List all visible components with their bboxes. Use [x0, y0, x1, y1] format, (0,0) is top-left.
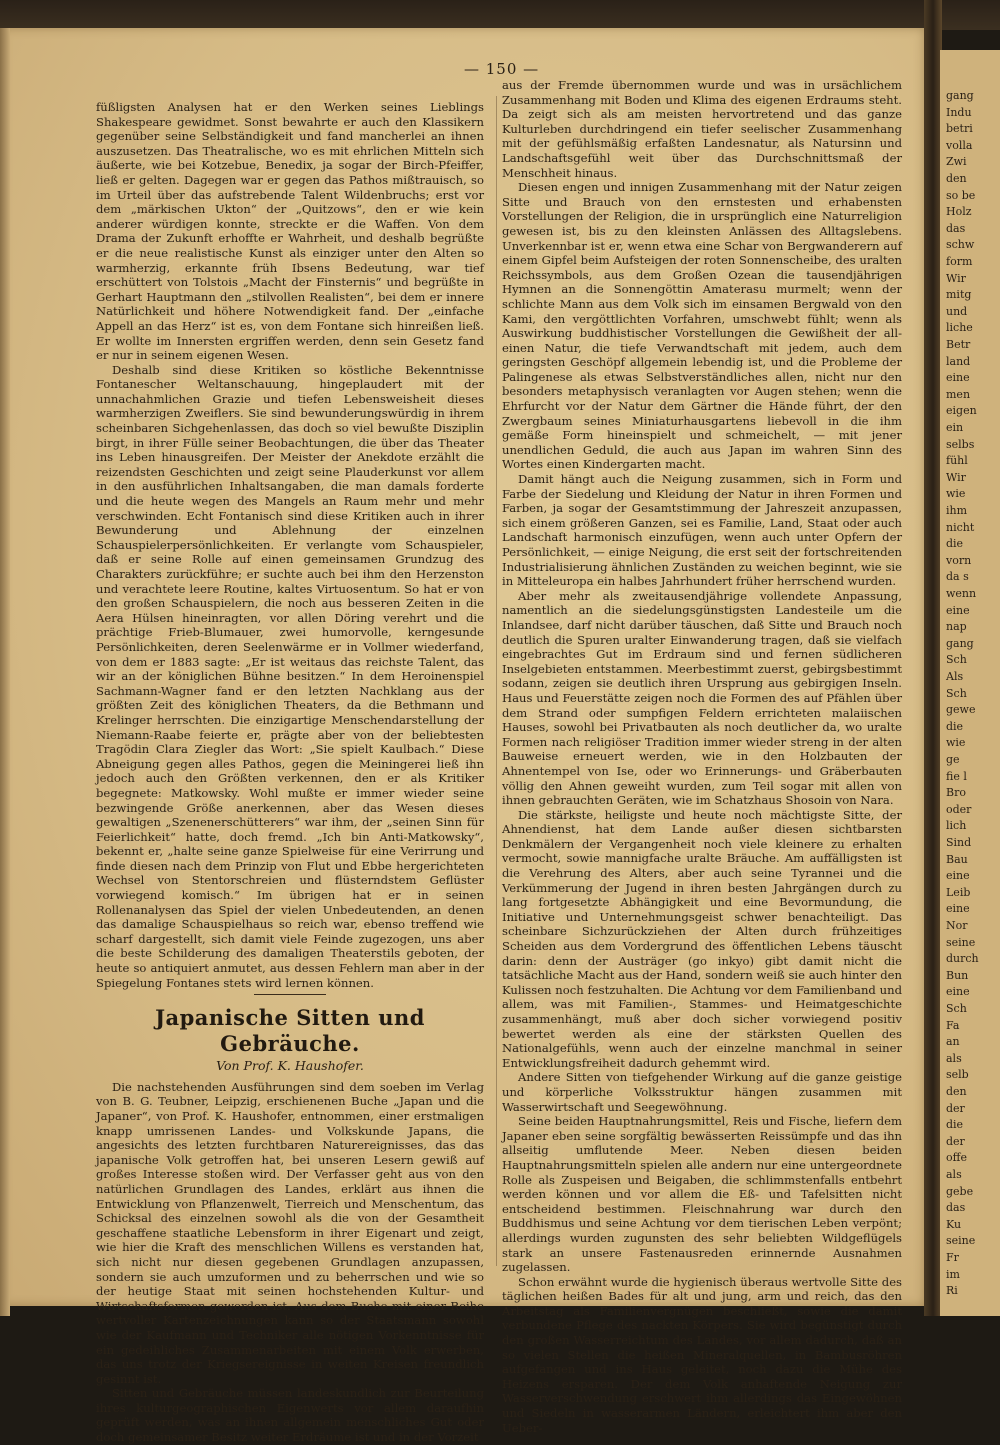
next-page-fragment: der	[946, 1134, 965, 1148]
next-page-fragment: eine	[946, 902, 970, 916]
next-page-fragment: als	[946, 1051, 962, 1065]
next-page-fragment: Sch	[946, 1002, 967, 1015]
next-page-fragment: Betr	[946, 338, 971, 351]
next-page-fragment: seine	[946, 935, 976, 949]
next-page-fragment: nap	[946, 620, 967, 634]
next-page-fragment: wenn	[946, 587, 977, 600]
next-page-fragment: offe	[946, 1151, 967, 1165]
next-page-fragment: die	[946, 719, 964, 733]
next-page-fragment: ge	[946, 753, 960, 766]
next-page-fragment: lich	[946, 819, 967, 833]
paragraph: Seine beiden Hauptnahrungsmittel, Reis und Fische, liefern dem Japaner eben seine sorgfältig bewässerten Reissümpfe und das ihn allseitig umflutende Meer. Neben diesen beiden Hauptnahrungsmitteln spielen alle andern nur eine untergeordnete Rolle als Zuspeisen und Beigaben, die schlimmstenfalls entbehrt werden können und vor allem die Eß- und Tafelsitten nicht entscheidend bestimmen. Fleischnahrung war durch den Buddhismus und seine Achtung vor dem tierischen Leben verpönt; allerdings wurden zugunsten des sehr beliebten Wildgeflügels stark an unsere Fastenausreden erinnernde Ausnahmen zugelassen.	[502, 1114, 902, 1275]
book-top-shadow	[0, 0, 1000, 30]
next-page-fragment: Nor	[946, 919, 968, 932]
next-page-fragment: die	[946, 537, 964, 551]
next-page-fragment: eigen	[946, 404, 977, 418]
paragraph: Sitten und Gebräuche müssen landeskundlich zur Beurteilung ihres kulturgeographischen Eigenwerts vor allem daraufhin geprüft werden, was an ihnen allgemein menschliches Gut oder doch gemeinsamer Besitz weiter Erdräume ist und in der Vorzeit	[96, 1386, 484, 1445]
paragraph: aus der Fremde übernommen wurde und was in ursächlichem Zusammenhang mit Boden und Klima des eigenen Erdraums steht. Da zeigt sich als am meisten hervortretend und das ganze Kulturleben durchdringend ein tiefer seelischer Zusammenhang mit der gefühlsmäßig erfaßten Landesnatur, als Natursinn und Landschaftsgefühl weit über das Durchschnittsmaß der Menschheit hinaus.	[502, 78, 902, 180]
next-page-fragment: vorn	[946, 553, 972, 567]
next-page-fragment: Bau	[946, 852, 968, 866]
next-page-fragment: da s	[946, 570, 969, 584]
next-page-fragment: ein	[946, 421, 964, 434]
next-page-fragment: das	[946, 1201, 966, 1215]
paragraph: Schon erwähnt wurde die hygienisch überaus wertvolle Sitte des täglichen heißen Bades für alt und jung, arm und reich, das den Arbeitstag als Familienvergnügen beschließt, sowie die damit verbundene Pflege des nackten Körpers. Sie wird begünstigt durch den großen Wasserreichtum des Landes, vor allem dadurch, daß an so vielen Stellen die heißen Mineralquellen, in Bambusröhren aufgefangen und ins Haus geleitet, noch dazu die Mühe des Heizens ersparen. Der dem Volk anhaftende Neigung zur Wasserverschwendung erschwert ihm allerdings das Eingewöhnen und Siedeln in wasserarmen Ländern, erleichtert ihm aber den Ueber-	[502, 1274, 902, 1435]
next-page-fragment: im	[946, 1267, 960, 1281]
next-page-fragment: den	[946, 172, 967, 185]
next-page-fragment: liche	[946, 321, 973, 335]
next-page-fragment: das	[946, 221, 966, 235]
next-page-fragment: Leib	[946, 885, 971, 899]
next-page-fragment: als	[946, 1168, 962, 1181]
next-page-fragment: eine	[946, 985, 970, 999]
next-page-fragment: fie l	[946, 769, 967, 783]
next-page-fragment: volla	[946, 138, 973, 152]
next-page-fragment: gang	[946, 636, 974, 650]
next-page-fragment: eine	[946, 869, 970, 883]
next-page-fragment: land	[946, 354, 971, 368]
next-page-fragment: gebe	[946, 1184, 974, 1198]
next-page-fragment: mitg	[946, 288, 972, 302]
next-page-edge	[940, 50, 1000, 1316]
section-divider	[254, 994, 326, 995]
next-page-fragment: Fa	[946, 1018, 960, 1032]
next-page-fragment: Sch	[946, 653, 967, 667]
article-intro: Die nachstehenden Ausführungen sind dem soeben im Verlag von B. G. Teubner, Leipzig, erschienenen Buche „Japan und die Japaner“, von Prof. K. Haushofer, entnommen, einer erstmaligen knapp umrissenen Landes- und Volkskunde Japans, die angesichts des letzten furchtbaren Naturereignisses, das das japanische Volk getroffen hat, bei unseren Lesern gewiß auf großes Interesse stoßen wird. Der Verfasser geht aus von den natürlichen Grundlagen des Landes, erklärt aus ihnen die Entwicklung von Pflanzenwelt, Tierreich und Menschentum, das Schicksal des einzelnen sowohl als die von der Gesamtheit geschaffene staatliche Lebensform in ihrer Eigenart und zeigt, wie hier die Kraft des menschlichen Willens es verstanden hat, sich nicht nur diesen gegebenen Grundlagen anzupassen, sondern sie auch umzuformen und zu beherrschen und wie so der heutige Staat mit seinen hochstehenden Kultur- und Wirtschaftsformen geworden ist. Aus dem Buche mit einer Reihe wertvoller Kartenzeichnungen kann so der Staatsmann sowohl wie der Kaufmann und Techniker alle nötigen Vorkenntnisse für ein gedeihliches Zusammenarbeiten mit einem Volk erwerben, das uns trotz der Kriegsereignisse in weiten Kreisen freundlich gesinnt ist.	[96, 1079, 484, 1386]
next-page-fragment: form	[946, 255, 973, 268]
next-page-fragment: Zwi	[946, 155, 967, 169]
left-column	[96, 100, 484, 1445]
next-page-fragment: oder	[946, 802, 972, 816]
paragraph: füßligsten Analysen hat er den Werken seines Lieblings Shakespeare gewidmet. Sonst bewahrte er auch den Klassikern gegenüber seine Selbständigkeit und fand mancherlei an ihnen auszusetzen. Das Theatralische, wo es mit ehrlichen Mitteln sich äußerte, wie bei Kotzebue, Benedix, ja sogar der Birch-Pfeiffer, ließ er gelten. Dagegen war er gegen das Pathos mißtrauisch, so im Urteil über das aufstrebende Talent Wildenbruchs; erst vor dem „märkischen Ukton“ der „Quitzows“, den er wie kein anderer würdigen konnte, streckte er die Waffen. Von dem Drama der Zukunft erhoffte er Wahrheit, und deshalb begrüßte er die neue realistische Kunst als einziger unter den Alten so warmherzig, erkannte früh Ibsens Bedeutung, war tief erschüttert von Tolstois „Macht der Finsternis“ und begrüßte in Gerhart Hauptmann den „stilvollen Realisten“, bei dem er innere Natürlichkeit und höhere Notwendigkeit fand. Der „einfache Appell an das Herz“ ist es, von dem Fontane sich hinreißen ließ. Er wollte im Innersten ergriffen werden, denn sein Gesetz fand er nur in seinem eigenen Wesen.	[96, 100, 484, 363]
page-left-edge	[0, 28, 10, 1316]
next-page-fragment: schw	[946, 238, 975, 252]
next-page-fragment: men	[946, 387, 971, 401]
column-rule	[496, 96, 497, 1266]
next-page-fragment: Bro	[946, 786, 966, 800]
next-page-fragment: betri	[946, 122, 973, 136]
next-page-fragment: die	[946, 1118, 964, 1132]
article-title: Japanische Sitten und Gebräuche.	[155, 1005, 425, 1057]
next-page-fragment: Fr	[946, 1251, 959, 1264]
next-page-fragment: Wir	[946, 470, 966, 484]
page-number: — 150 —	[464, 60, 540, 78]
paragraph: Damit hängt auch die Neigung zusammen, sich in Form und Farbe der Siedelung und Kleidung der Natur in ihren Formen und Farben, ja sogar der Gesamtstimmung der Jahreszeit anzupassen, sich einem größeren Ganzen, sei es Familie, Land, Staat oder auch Landschaft harmonisch einzufügen, wenn auch unter Opfern der Persönlichkeit, — einige Neigung, die erst seit der fortschreitenden Industrialisierung ähnlichen Zuständen zu weichen beginnt, wie sie in Mitteleuropa ein halbes Jahrhundert früher herrschend wurden.	[502, 472, 902, 589]
next-page-fragment: an	[946, 1035, 960, 1049]
next-page-fragment: durch	[946, 952, 979, 966]
paragraph: Deshalb sind diese Kritiken so köstliche Bekenntnisse Fontanescher Weltanschauung, hingeplaudert mit der unnachahmlichen Grazie und tiefen Lebensweisheit dieses warmherzigen Zweiflers. Sie sind bewunderungswürdig in ihrem scheinbaren Sichgehenlassen, das doch so viel bewußte Disziplin birgt, in ihrer Fülle seiner Beobachtungen, die über das Theater ins Leben hinausgreifen. Der Meister der Anekdote erzählt die reizendsten Geschichten und zeigt seine Plauderkunst vor allem in den ausführlichen Inhaltsangaben, die man damals forderte und die heute wegen des Mangels an Raum mehr und mehr verschwinden. Echt Fontanisch sind diese Kritiken auch in ihrer Bewunderung und Ablehnung der einzelnen Schauspielerpersönlichkeiten. Er verlangte vom Schauspieler, daß er seine Rolle auf einen gemeinsamen Grundzug des Charakters zurückführe; er suchte auch bei ihm den Herzenston und verachtete leere Routine, kaltes Virtuosentum. So hat er von den großen Schauspielern, die noch aus besseren Zeiten in die Aera Hülsen hineinragten, vor allen Döring verehrt und die prächtige Frieb-Blumauer, zwei humorvolle, kerngesunde Persönlichkeiten, deren Seelenwärme er in Vollmer wiederfand, von dem er 1883 sagte: „Er ist weitaus das reichste Talent, das wir an der königlichen Bühne besitzen.“ In dem Heroinenspiel Sachmann-Wagner fand er den letzten Nachklang aus der größten Zeit des königlichen Theaters, da die Bethmann und Krelinger herrschten. Die einzigartige Menschendarstellung der Niemann-Raabe feierte er, prägte aber von der beliebtesten Tragödin Clara Ziegler das Wort: „Sie spielt Kaulbach.“ Diese Abneigung gegen alles Pathos, gegen die Meiningerei ließ ihn jedoch auch den Größten verkennen, den er als Kritiker begegnete: Matkowsky. Wohl mußte er immer wieder seine bezwingende Größe anerkennen, aber das Wesen dieses gewaltigen „Szenenerschütterers“ war ihm, der „seinen Sinn für Feierlichkeit“ hatte, doch fremd. „Ich bin Anti-Matkowsky“, bekennt er, „halte seine ganze Spielweise für eine Verirrung und finde diesen nach dem Prinzip von Flut und Ebbe hergerichteten Wechsel von Stentorschreien und flüsterndstem Geflüster vorwiegend komisch.“ Im übrigen hat er in seinen Rollenanalysen das Spiel der vielen Unbedeutenden, an denen das damalige Schauspielhaus so reich war, ebenso treffend wie scharf dargestellt, sich damit viele Feinde zugezogen, uns aber die beste Schilderung des damaligen Theaterstils geboten, der heute so antiquiert anmutet, aus dessen Fehlern man aber in der Spiegelung Fontanes stets wird lernen können.	[96, 362, 484, 990]
next-page-fragment: Sind	[946, 836, 972, 849]
next-page-fragment: wie	[946, 487, 966, 501]
next-page-fragment: fühl	[946, 454, 968, 468]
next-page-fragment: wie	[946, 736, 966, 750]
paragraph: Diesen engen und innigen Zusammenhang mit der Natur zeigen Sitte und Brauch von den ernstesten und erhabensten Vorstellungen der Religion, die in ursprünglich eine Naturreligion gewesen ist, bis zu den kleinsten Anlässen des Alltagslebens. Unverkennbar ist er, wenn etwa eine Schar von Bergwanderern auf einem Gipfel beim Aufsteigen der roten Sonnenscheibe, des uralten Reichssymbols, aus dem Großen Ozean die tausendjährigen Hymnen an die Sonnengöttin Amaterasu murmelt; wenn der schlichte Mann aus dem Volk sich im einsamen Bergwald von den Kami, den vergöttlichten Vorfahren, umschwebt fühlt; wenn als Auswirkung buddhistischer Vorstellungen die Gewißheit der all-einen Natur, die tiefe Verwandtschaft mit jedem, auch dem geringsten Geschöpf allgemein lebendig ist, und die Probleme der Palingenese als etwas Selbstverständliches allen, nicht nur den besonders metaphysisch veranlagten vor Augen stehen; wenn die Ehrfurcht vor der Natur dem Gärtner die Hände führt, der den Zwergbaum seines Miniaturhausgartens liebevoll in die ihm gemäße Form hineinspielt und schmeichelt, — mit jener unendlichen Geduld, die auch aus Japan im wahren Sinn des Wortes einen Kindergarten macht.	[502, 180, 902, 472]
next-page-fragment: eine	[946, 603, 970, 617]
paragraph: Andere Sitten von tiefgehender Wirkung auf die ganze geistige und körperliche Volksstruktur hängen zusammen mit Wasserwirtschaft und Seegewöhnung.	[502, 1070, 902, 1114]
next-page-fragment: Ku	[946, 1217, 962, 1231]
next-page-fragment: Als	[946, 670, 964, 683]
next-page-fragment: und	[946, 304, 968, 318]
next-page-fragment: nicht	[946, 520, 975, 534]
next-page-fragment: Wir	[946, 271, 966, 285]
next-page-fragment: der	[946, 1101, 965, 1115]
next-page-fragment: gang	[946, 89, 974, 102]
paragraph: Aber mehr als zweitausendjährige vollendete Anpassung, namentlich an die siedelungsgünstigsten Landesteile um die Inlandsee, darf nicht darüber täuschen, daß Sitte und Brauch noch deutlich die Spuren uralter Einwanderung tragen, daß sie vielfach eingebrachtes Gut im Erdraum sind und fernen südlicheren Inselgebieten entstammen. Meerbestimmt zuerst, gebirgsbestimmt sodann, zeigen sie deutlich ihren Ursprung aus gebirgigen Inseln. Haus und Feuerstätte zeigen noch die Formen des auf Pfählen über dem Strand oder sumpfigen Feldern errichteten malaiischen Hauses, sowohl bei Privatbauten als noch deutlicher da, wo uralte Formen nach religiöser Tradition immer wieder streng in der alten Bauweise erneuert werden, wie in den Holzbauten der Ahnentempel von Ise, oder wo Erinnerungs- und Gräberbauten völlig den Ahnen geweiht wurden, zum Teil sogar mit allen von ihnen gebrauchten Geräten, wie im Schatzhaus Shosoin von Nara.	[502, 588, 902, 808]
next-page-fragment: Ri	[946, 1284, 958, 1298]
next-page-fragment: so be	[946, 188, 976, 202]
next-page-fragment: Indu	[946, 105, 972, 119]
next-page-fragment: Holz	[946, 205, 972, 219]
next-page-fragment: ihm	[946, 504, 968, 517]
next-page-fragment: gewe	[946, 703, 976, 717]
paragraph: Die stärkste, heiligste und heute noch mächtigste Sitte, der Ahnendienst, hat dem Lande außer diesen sichtbarsten Denkmälern der Vergangenheit noch viele kleinere zu erhalten vermocht, sowie mannigfache uralte Bräuche. Am auffälligsten ist die Verehrung des Alters, aber auch seine Tyrannei und die Verkümmerung der Jugend in ihren besten Jahrgängen durch zu lang fortgesetzte Abhängigkeit und eine Bevormundung, die Initiative und Unternehmungsgeist schwer benachteiligt. Das scheinbare Sichzurückziehen der Alten durch frühzeitiges Scheiden aus dem Vordergrund des öffentlichen Lebens täuscht darin: denn der Austräger (go inkyo) gibt damit nicht die tatsächliche Macht aus der Hand, sondern weiß sie auch hinter den Kulissen noch festzuhalten. Die Achtung vor dem Familienband und allem, was mit Familien-, Stammes- und Heimatgeschichte zusammenhängt, muß aber doch sicher vorwiegend positiv bewertet werden als eine der stärksten Quellen des Nationalgefühls, wenn auch der einzelne manchmal in seiner Entwicklungsfreiheit dadurch gehemmt wird.	[502, 807, 902, 1070]
next-page-fragment: den	[946, 1085, 967, 1098]
next-page-fragment: selb	[946, 1068, 969, 1082]
next-page-fragment: eine	[946, 371, 970, 385]
article-byline: Von Prof. K. Haushofer.	[216, 1058, 364, 1074]
next-page-fragment: seine	[946, 1234, 976, 1248]
next-page-fragment: Bun	[946, 968, 969, 982]
next-page-fragment: Sch	[946, 686, 967, 700]
right-column	[502, 78, 902, 1435]
next-page-fragment: selbs	[946, 437, 975, 451]
